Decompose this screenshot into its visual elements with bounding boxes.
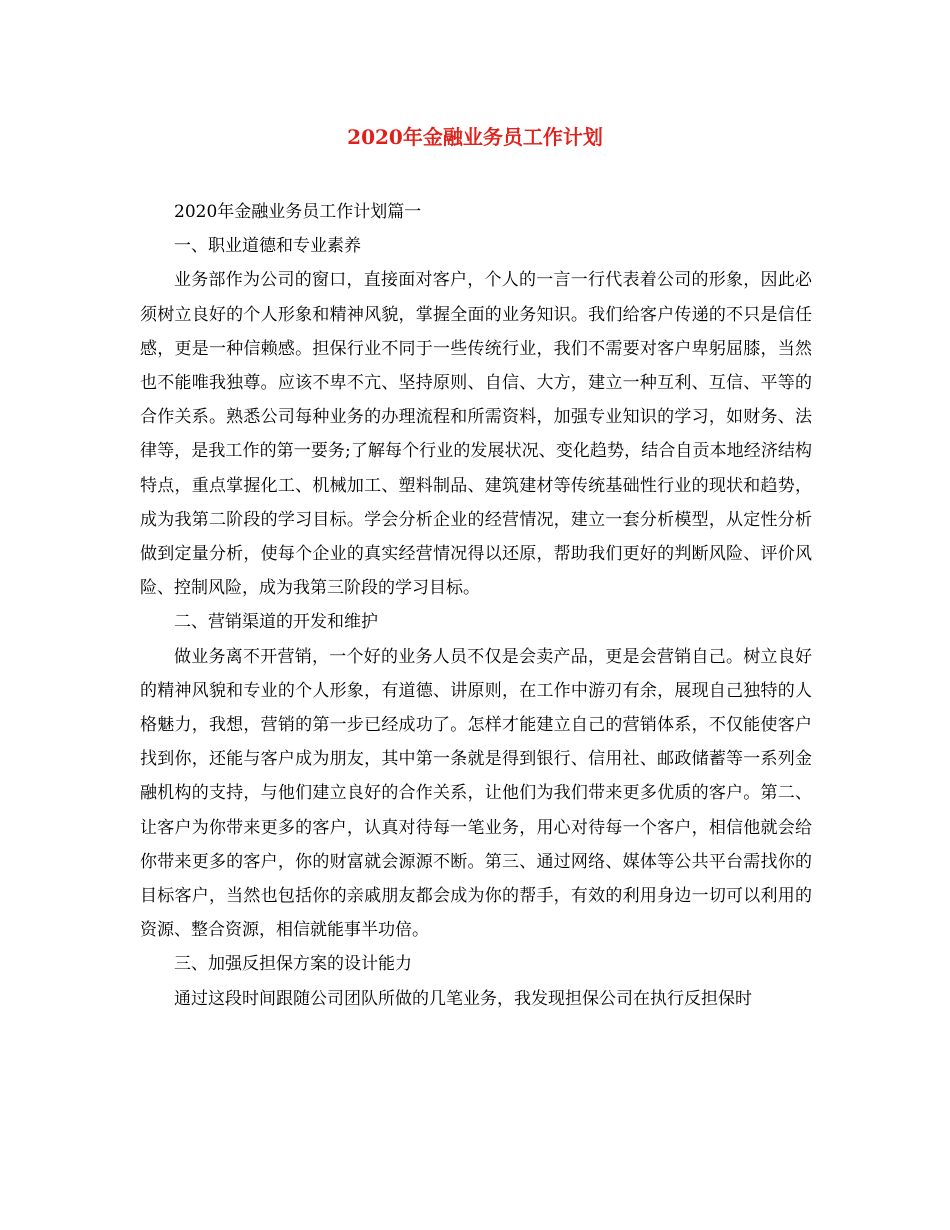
section-heading-3: 三、加强反担保方案的设计能力 [174,954,412,975]
section-heading-1: 一、职业道德和专业素养 [174,236,361,257]
subtitle-paragraph: 2020年金融业务员工作计划篇一 [174,202,422,222]
document-body [140,195,812,1016]
body-paragraph-1: 业务部作为公司的窗口，直接面对客户，个人的一言一行代表着公司的形象，因此必须树立良好的个人形象和精神风貌，掌握全面的业务知识。我们给客户传递的不只是信任感，更是一种信赖感。担保行业不同于一些传统行业，我们不需要对客户卑躬屈膝，当然也不能唯我独尊。应该不卑不亢、坚持原则、自信、大方，建立一种互利、互信、平等的合作关系。熟悉公司每种业务的办理流程和所需资料，加强专业知识的学习，如财务、法律等，是我工作的第一要务;了解每个行业的发展状况、变化趋势，结合自贡本地经济结构特点，重点掌握化工、机械加工、塑料制品、建筑建材等传统基础性行业的现状和趋势，成为我第二阶段的学习目标。学会分析企业的经营情况，建立一套分析模型，从定性分析做到定量分析，使每个企业的真实经营情况得以还原，帮助我们更好的判断风险、评价风险、控制风险，成为我第三阶段的学习目标。 [140,270,812,599]
body-paragraph-3: 通过这段时间跟随公司团队所做的几笔业务，我发现担保公司在执行反担保时 [174,988,752,1009]
body-paragraph-2: 做业务离不开营销，一个好的业务人员不仅是会卖产品，更是会营销自己。树立良好的精神风貌和专业的个人形象，有道德、讲原则，在工作中游刃有余，展现自己独特的人格魅力，我想，营销的第一步已经成功了。怎样才能建立自己的营销体系，不仅能使客户找到你，还能与客户成为朋友，其中第一条就是得到银行、信用社、邮政储蓄等一系列金融机构的支持，与他们建立良好的合作关系，让他们为我们带来更多优质的客户。第二、让客户为你带来更多的客户，认真对待每一笔业务，用心对待每一个客户，相信他就会给你带来更多的客户，你的财富就会源源不断。第三、通过网络、媒体等公共平台需找你的目标客户，当然也包括你的亲戚朋友都会成为你的帮手，有效的利用身边一切可以利用的资源、整合资源，相信就能事半功倍。 [140,646,812,941]
section-heading-2: 二、营销渠道的开发和维护 [174,612,378,633]
document-title: 2020年金融业务员工作计划 [347,125,603,149]
